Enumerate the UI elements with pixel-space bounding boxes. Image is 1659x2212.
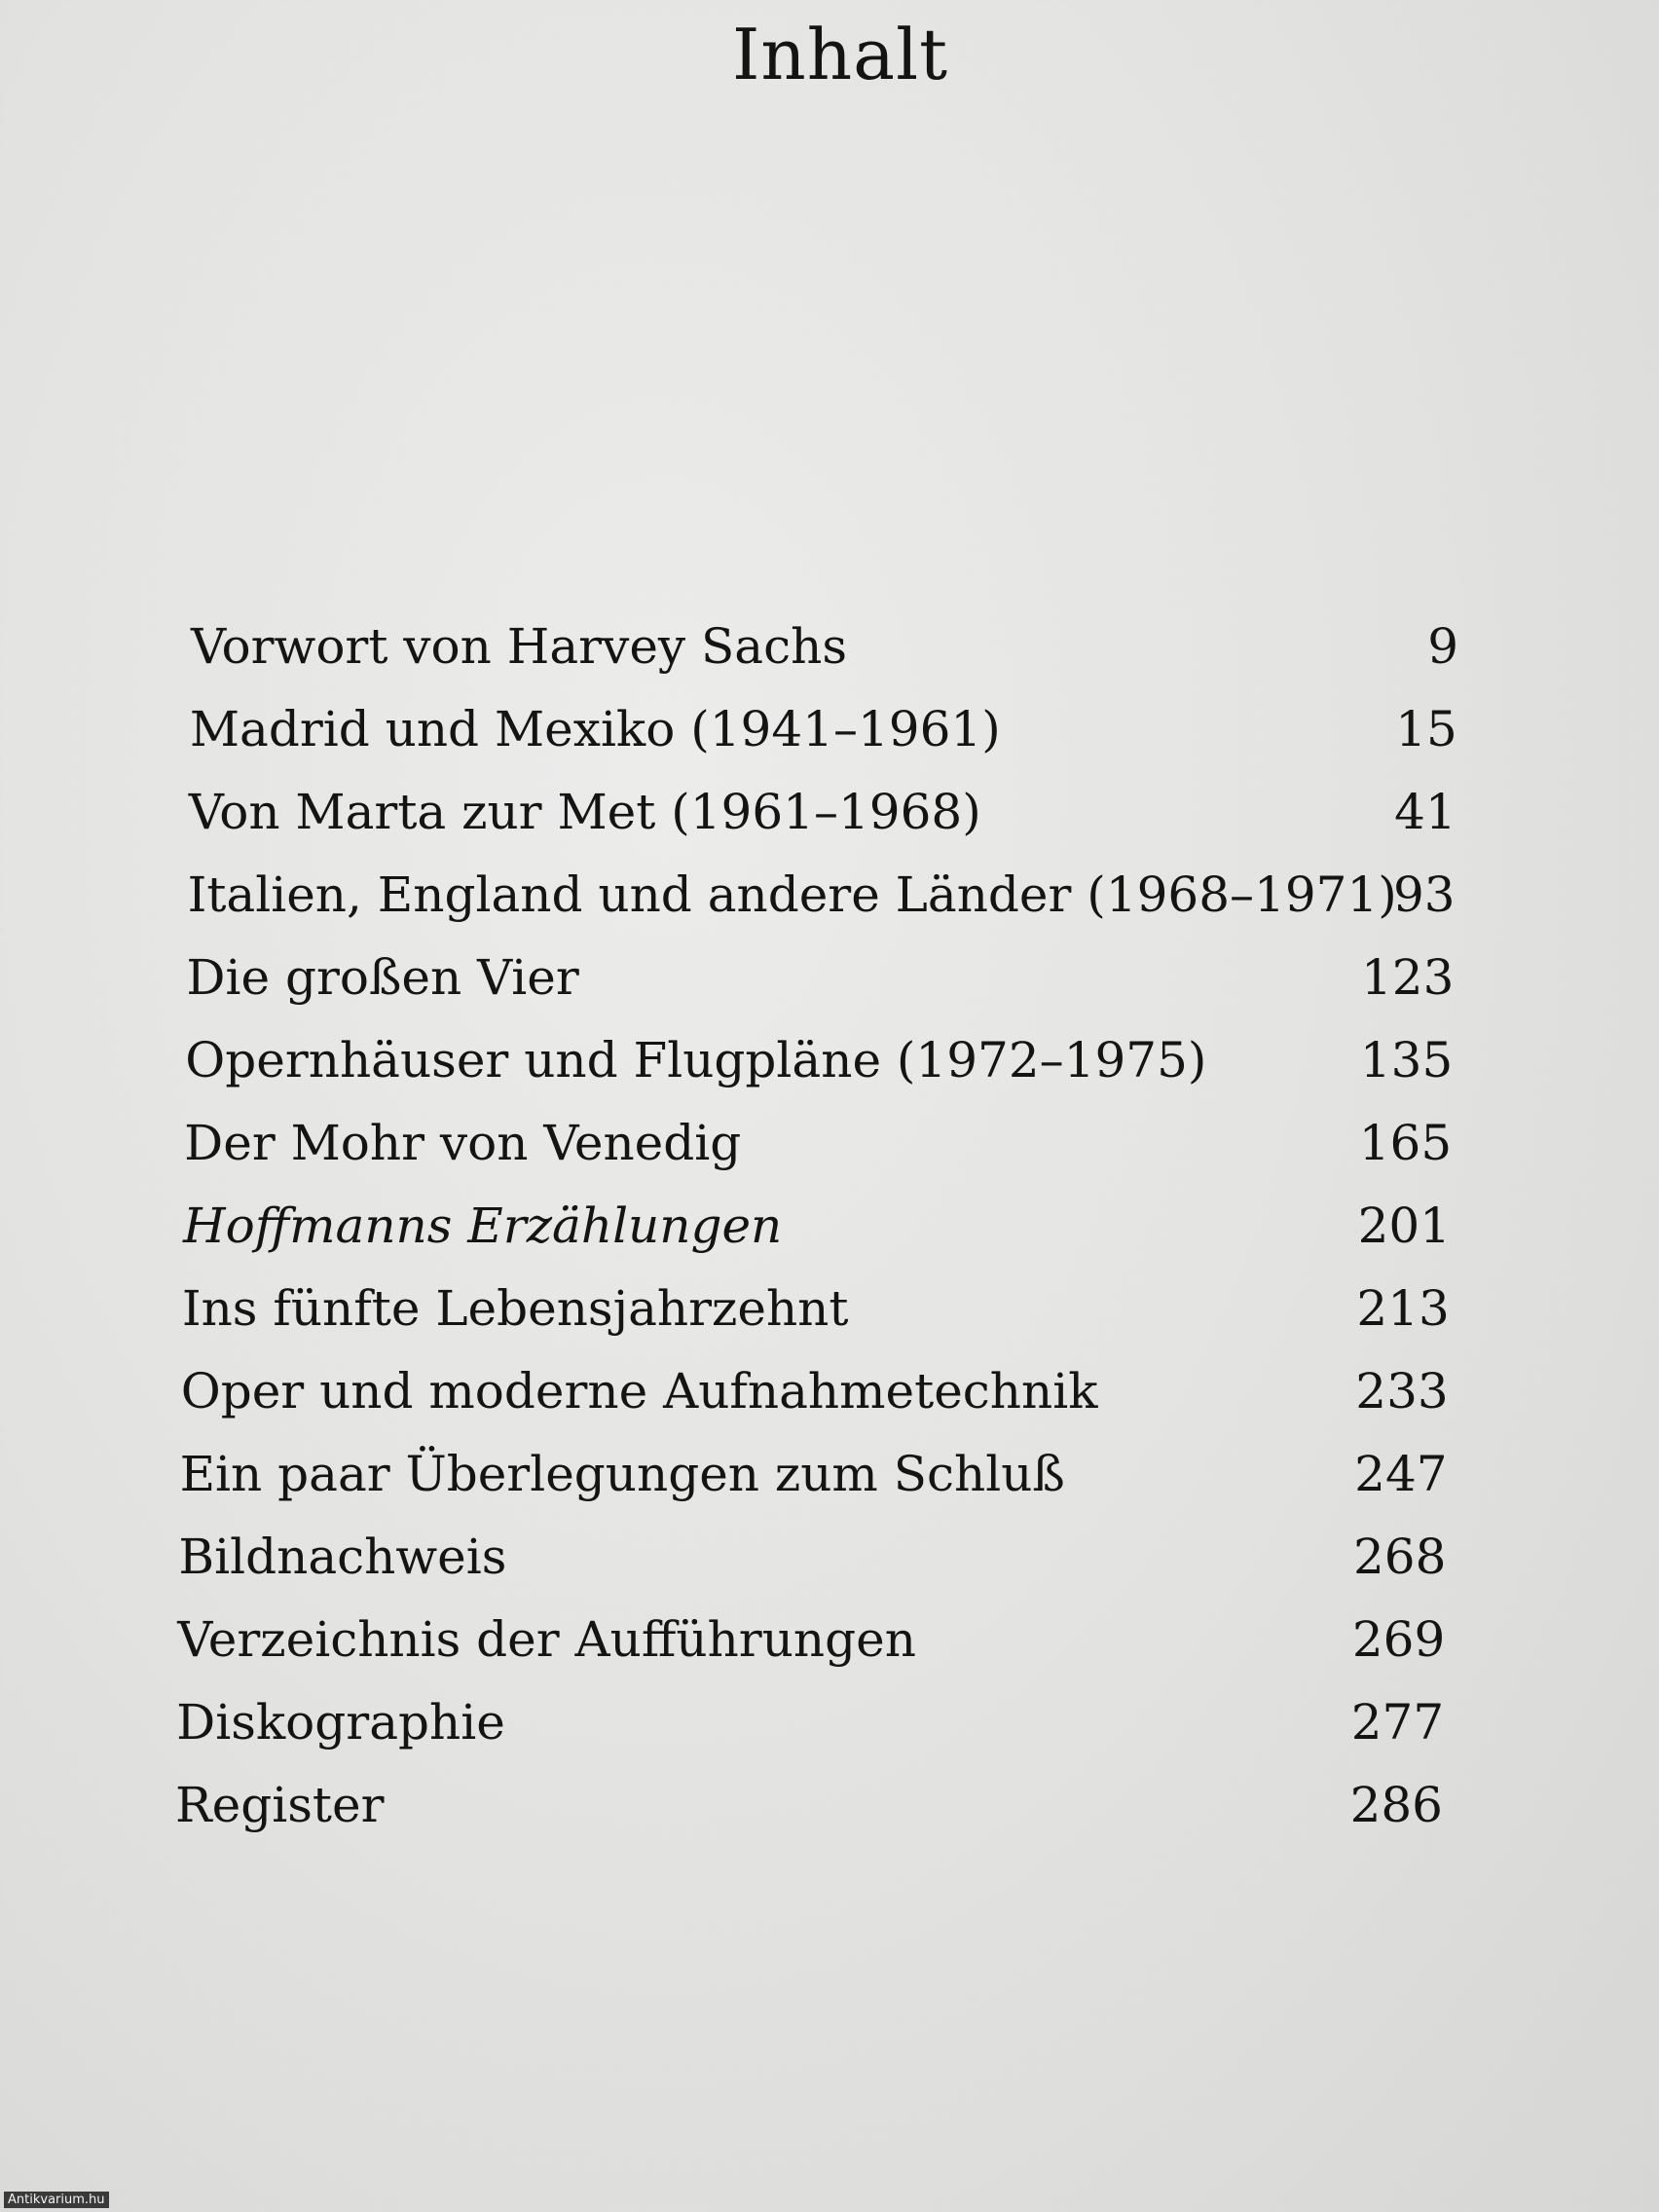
toc-entry [0, 1019, 1659, 1102]
toc-entry-title: Oper und moderne Aufnahmetechnik [180, 1363, 1098, 1419]
toc-entry [0, 1516, 1659, 1599]
toc-entry-title: Verzeichnis der Aufführungen [177, 1611, 916, 1668]
toc-entry-page-number: 213 [1356, 1280, 1450, 1337]
toc-entry [0, 854, 1659, 937]
toc-entry-page-number: 247 [1354, 1446, 1448, 1502]
toc-entry-page-number: 15 [1395, 701, 1457, 757]
toc-entry-page-number: 93 [1392, 866, 1456, 923]
toc-entry [0, 1268, 1659, 1350]
toc-entry-title: Bildnachweis [178, 1529, 507, 1585]
toc-entry [0, 1350, 1659, 1433]
toc-entry [0, 1102, 1659, 1185]
toc-entry-page-number: 268 [1353, 1529, 1447, 1585]
toc-entry-title: Ein paar Überlegungen zum Schluß [179, 1446, 1065, 1502]
toc-entry-title: Die großen Vier [186, 949, 579, 1006]
toc-entry-title: Hoffmanns Erzählungen [183, 1198, 783, 1254]
page-title: Inhalt [731, 14, 949, 95]
toc-entry-page-number: 286 [1349, 1777, 1443, 1833]
toc-entry-page-number: 165 [1358, 1115, 1453, 1171]
toc-entry-title: Madrid und Mexiko (1941–1961) [189, 701, 1001, 757]
watermark: Antikvarium.hu [4, 2192, 109, 2208]
toc-entry-page-number: 41 [1394, 784, 1456, 840]
toc-entry-page-number: 269 [1351, 1611, 1446, 1668]
toc-entry-title: Von Marta zur Met (1961–1968) [188, 784, 981, 840]
toc-entry-page-number: 233 [1355, 1363, 1449, 1419]
toc-entry [0, 1185, 1659, 1268]
toc-entry [0, 1764, 1659, 1847]
toc-entry [0, 937, 1659, 1019]
toc-entry-page-number: 135 [1359, 1032, 1454, 1088]
toc-entry-page-number: 201 [1357, 1198, 1451, 1254]
toc-entry-title: Italien, England und andere Länder (1968–1971) [187, 866, 1397, 923]
toc-entry-title: Diskographie [176, 1694, 505, 1751]
toc-entry-title: Ins fünfte Lebensjahrzehnt [181, 1280, 849, 1337]
toc-entry [0, 1681, 1659, 1764]
toc-entry-page-number: 123 [1361, 949, 1455, 1006]
toc-entry-page-number: 277 [1350, 1694, 1445, 1751]
toc-entry [0, 688, 1659, 771]
toc-entry [0, 771, 1659, 854]
toc-entry [0, 1599, 1659, 1681]
table-of-contents [0, 606, 1659, 1847]
toc-entry-title: Der Mohr von Venedig [184, 1115, 742, 1171]
toc-entry [0, 606, 1659, 688]
toc-entry [0, 1433, 1659, 1516]
toc-entry-title: Opernhäuser und Flugpläne (1972–1975) [185, 1032, 1207, 1088]
toc-entry-page-number: 9 [1427, 618, 1458, 675]
toc-entry-title: Vorwort von Harvey Sachs [191, 618, 847, 675]
toc-entry-title: Register [175, 1777, 385, 1833]
